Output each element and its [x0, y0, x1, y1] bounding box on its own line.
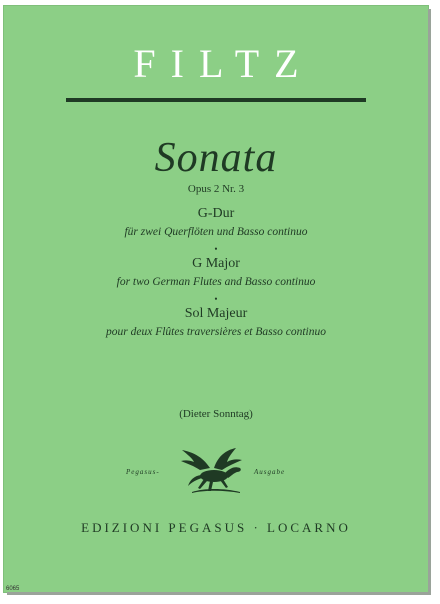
cover [4, 6, 428, 592]
emblem-label-right: Ausgabe [254, 468, 286, 476]
instrumentation-english: for two German Flutes and Basso continuo [116, 276, 316, 288]
publisher-name: EDIZIONI PEGASUS · LOCARNO [81, 520, 351, 535]
key-french: Sol Majeur [184, 306, 248, 321]
key-english: G Major [192, 256, 240, 271]
editor-credit: (Dieter Sonntag) [179, 408, 253, 420]
separator-1: • [214, 244, 218, 254]
catalog-number: 6065 [6, 586, 20, 592]
instrumentation-german: für zwei Querflöten und Basso continuo [124, 226, 308, 238]
instrumentation-french: pour deux Flûtes traversières et Basso continuo [106, 326, 326, 338]
pegasus-icon [180, 446, 250, 494]
work-title: Sonata [154, 135, 278, 181]
opus-number: Opus 2 Nr. 3 [187, 183, 245, 195]
publisher-emblem [4, 446, 428, 496]
title-rule [66, 98, 366, 102]
separator-2: • [214, 294, 218, 304]
key-german: G-Dur [197, 206, 235, 221]
composer-name: FILTZ [133, 41, 314, 86]
emblem-label-left: Pegasus- [126, 468, 160, 476]
